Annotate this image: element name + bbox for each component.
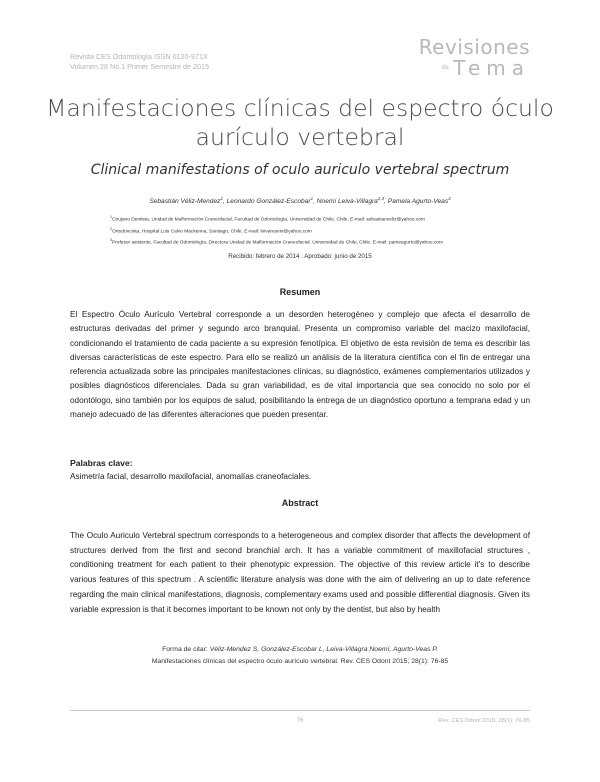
citation-prefix: Forma de citar: bbox=[162, 646, 210, 653]
footer-divider bbox=[70, 710, 530, 711]
article-title-english: Clinical manifestations of oculo auriculo vertebral spectrum bbox=[90, 162, 510, 178]
journal-header bbox=[70, 52, 209, 72]
affiliation-number: 2 bbox=[110, 226, 112, 231]
section-word-de: de bbox=[441, 64, 449, 71]
affiliation-number: 1 bbox=[110, 215, 112, 219]
author-affiliation-mark: 3 bbox=[448, 196, 451, 201]
journal-volume: Volumen 28 No.1 Primer Semestre de 2015 bbox=[70, 62, 210, 71]
author-list bbox=[0, 196, 600, 205]
section-word-revisiones: Revisiones bbox=[418, 35, 530, 59]
author-name: Leonardo González-Escobar bbox=[226, 198, 311, 206]
section-word-tema: Tema bbox=[453, 56, 530, 80]
author-affiliation-mark: 1 bbox=[310, 196, 314, 201]
resumen-heading: Resumen bbox=[279, 287, 321, 297]
journal-issn: Revista CES Odontología ISSN 0120-971X bbox=[70, 52, 208, 61]
affiliation-number: 3 bbox=[110, 238, 112, 243]
affiliation-text: Profesor asistente, Facultad de Odontología, Directora Unidad de Malformación Craneofacial. Universidad de Chile, Chile. E-mail: pameagurto@yahoo.com bbox=[112, 240, 443, 246]
affiliation-item bbox=[110, 213, 530, 225]
section-label bbox=[419, 36, 530, 79]
author-separator: , bbox=[384, 198, 388, 206]
citation-block bbox=[0, 644, 600, 668]
author-affiliation-mark: 1 bbox=[220, 196, 223, 201]
citation-line-1 bbox=[0, 644, 600, 656]
footer-journal-reference: Rev. CES Odont 2015; 28(1): 76-85 bbox=[438, 718, 530, 724]
citation-line-2: Manifestaciones clínicas del espectro óculo aurículo vertebral. Rev. CES Odont 2015; 28(1): 76-85 bbox=[151, 658, 449, 665]
author-name: Pamela Agurto-Veas bbox=[387, 198, 449, 206]
author-separator: , bbox=[222, 198, 227, 206]
citation-authors: Véliz-Mendez S, González-Escobar L, Leiva-Villagra Noemí, Agurto-Veas P. bbox=[209, 646, 438, 653]
abstract-body: The Oculo Auriculo Vertebral spectrum corresponds to a heterogeneous and complex disorder that affects the development of structures derived from the first and second branchial arch. It has a variable commitment of maxillofacial structures , conditioning treatment for each patient to their phenotypic expression. The objective of this review article it's to describe various features of this spectrum . A scientific literature analysis was done with the aim of delivering an up to date reference regarding the main clinical manifestations, diagnosis, complementary exams used and possible differential diagnosis. Given its variable expression is that it becomes important to be known not only by the dentist, but also by health bbox=[70, 531, 530, 614]
affiliation-item bbox=[110, 225, 530, 237]
author-affiliation-mark: 2,3 bbox=[377, 196, 385, 201]
keywords-heading: Palabras clave: bbox=[70, 458, 133, 468]
author-name: Noemí Leiva-Villagra bbox=[316, 198, 378, 206]
received-approved-dates: Recibido: febrero de 2014 . Aprobado: junio de 2015 bbox=[228, 253, 372, 260]
keywords-body: Asimetría facial, desarrollo maxilofacial, anomalías craneofaciales. bbox=[70, 472, 312, 481]
author-name: Sebastián Véliz-Mendez bbox=[149, 198, 221, 206]
affiliation-item bbox=[110, 236, 530, 248]
abstract-heading: Abstract bbox=[281, 498, 319, 508]
article-title-spanish: Manifestaciones clínicas del espectro óculo aurículo vertebral bbox=[46, 94, 554, 151]
resumen-body: El Espectro Óculo Aurículo Vertebral corresponde a un desorden heterogéneo y complejo que afecta el desarrollo de estructuras derivadas del primer y segundo arco branquial. Presenta un compromiso variable del macizo maxilofacial, condicionando el tratamiento de cada paciente a su expresión fenotípica. El objetivo de esta revisión de tema es describir las diversas características de este espectro. Para ello se realizó un análisis de la literatura científica con el fin de entregar una referencia actualizada sobre las principales manifestaciones clínicas, su diagnóstico, exámenes complementarios utilizados y posibles diagnósticos diferenciales. Dada su gran variabilidad, es de vital importancia que sea conocido no solo por el odontólogo, sino también por los equipos de salud, posibilitando la entrega de un diagnóstico oportuno a temprana edad y un manejo adecuado de las diferentes alteraciones que pueden presentar. bbox=[70, 310, 530, 420]
affiliations bbox=[110, 213, 530, 248]
page-number: 76 bbox=[296, 718, 304, 724]
affiliation-text: Ortodoncista, Hospital Luis Calvo Mackenna, Santiago, Chile. E-mail: leivanoemi@yahoo.com bbox=[112, 229, 312, 235]
affiliation-text: Cirujano Dentista, Unidad de Malformación Craneofacial, Facultad de Odontología, Universidad de Chile, Chile. E-mail: sebastianveliz@yahoo.com bbox=[112, 217, 425, 223]
author-separator: , bbox=[313, 198, 317, 206]
